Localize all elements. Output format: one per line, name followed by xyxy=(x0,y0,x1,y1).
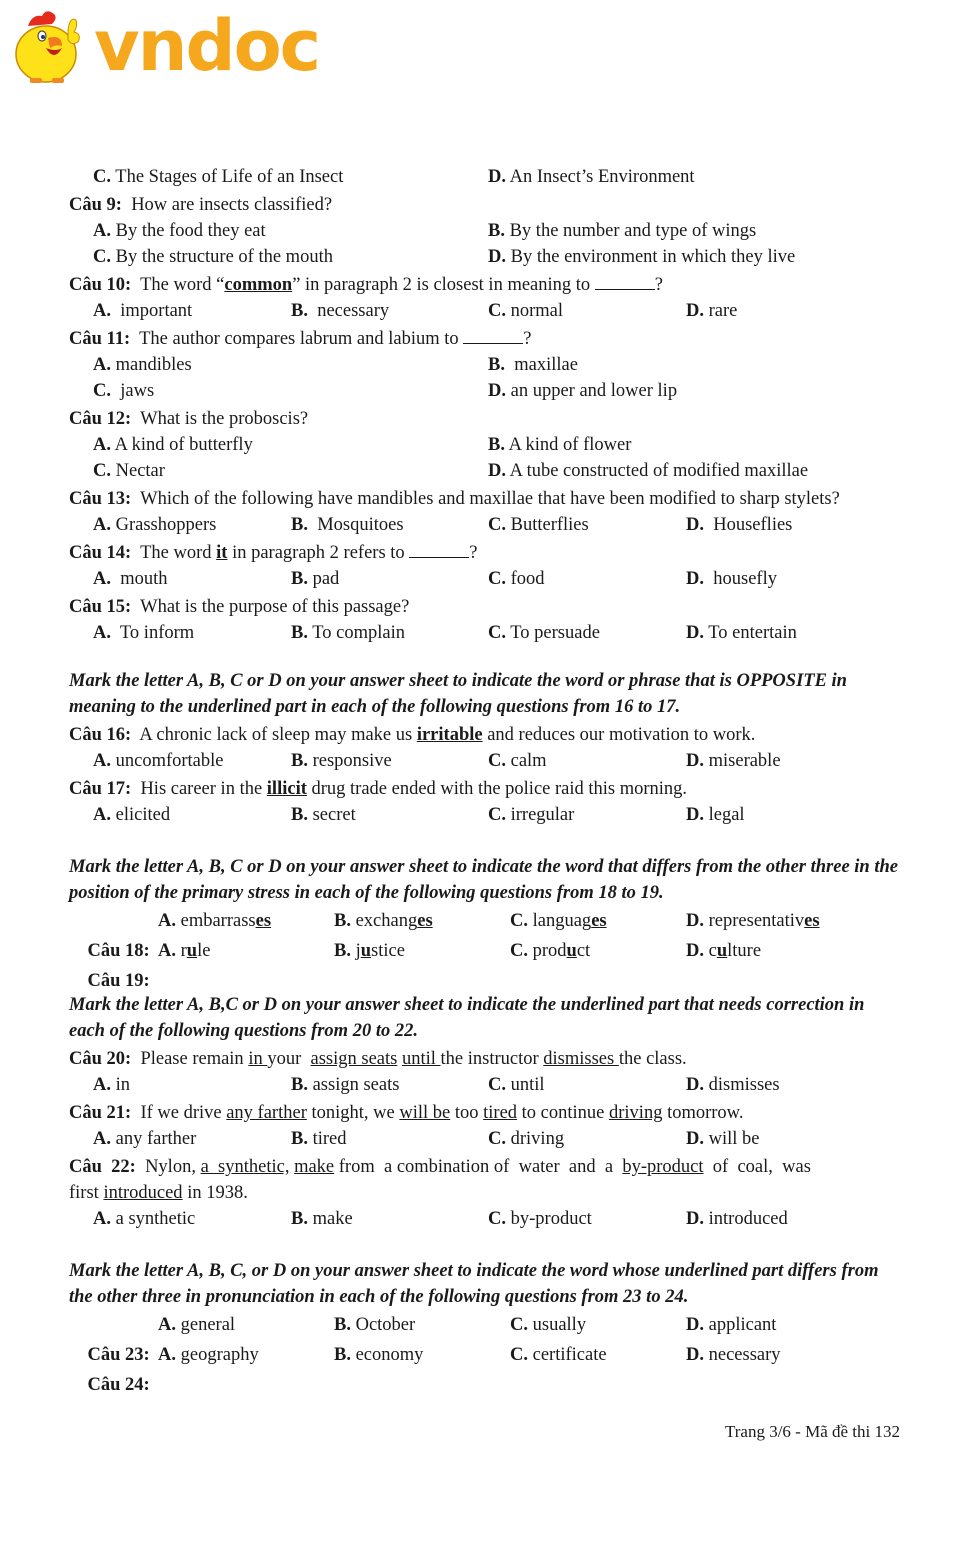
option-a: A. important xyxy=(93,301,193,321)
q12-options-row-2 xyxy=(69,458,903,484)
option-d: D. representatives xyxy=(686,911,820,931)
option-d: D. By the environment in which they live xyxy=(488,247,796,267)
question-23: Câu 23: A. general B. October C. usually D. applicant xyxy=(69,1310,903,1338)
option-a: A. a synthetic xyxy=(93,1209,196,1229)
option-c: C. calm xyxy=(488,751,547,771)
question-14: Câu 14: The word it in paragraph 2 refers to ? xyxy=(69,543,478,563)
option-b: B. Mosquitoes xyxy=(291,515,404,535)
key-word: common xyxy=(224,275,293,295)
option-a: A. in xyxy=(93,1075,131,1095)
key-word: irritable xyxy=(416,725,483,745)
answer-blank xyxy=(595,275,655,290)
q13-options-row xyxy=(69,512,903,538)
key-word: it xyxy=(216,543,228,563)
option-c: C. To persuade xyxy=(488,623,600,643)
question-20: Câu 20: Please remain in your assign seats until the instructor dismisses the class. xyxy=(69,1049,687,1069)
option-d: D. To entertain xyxy=(686,623,797,643)
option-d: D. dismisses xyxy=(686,1075,780,1095)
option-d: D. legal xyxy=(686,805,745,825)
option-a: A. To inform xyxy=(93,623,195,643)
option-b: B. tired xyxy=(291,1129,347,1149)
option-b: B. secret xyxy=(291,805,356,825)
option-b: B. responsive xyxy=(291,751,392,771)
exam-page xyxy=(69,164,903,1395)
option-d: D. rare xyxy=(686,301,738,321)
option-d: D. applicant xyxy=(686,1315,777,1335)
q20-options-row xyxy=(69,1072,903,1098)
option-c: C. By the structure of the mouth xyxy=(93,247,333,267)
option-b: B. economy xyxy=(334,1345,424,1365)
option-d: D. necessary xyxy=(686,1345,781,1365)
q10-options-row xyxy=(69,298,903,324)
instruction-opposite: Mark the letter A, B, C or D on your answer sheet to indicate the word or phrase that is OPPOSITE in meaning to the underlined part in each of the following questions from 16 to 17. xyxy=(69,671,847,717)
option-a: A. geography xyxy=(158,1345,259,1365)
q12-options-row-1 xyxy=(69,432,903,458)
option-c: C. The Stages of Life of an Insect xyxy=(93,167,344,187)
option-d: D. an upper and lower lip xyxy=(488,381,678,401)
q11-options-row-2 xyxy=(69,378,903,404)
option-c: C. usually xyxy=(510,1315,587,1335)
q9-options-row-1 xyxy=(69,218,903,244)
question-17: Câu 17: His career in the illicit drug trade ended with the police raid this morning. xyxy=(69,779,688,799)
q16-options-row xyxy=(69,748,903,774)
answer-blank xyxy=(463,329,523,344)
question-24: Câu 24: A. geography B. economy C. certificate D. necessary xyxy=(69,1340,903,1368)
question-19: Câu 19: A. rule B. justice C. product D. culture xyxy=(69,936,903,964)
option-c: C. languages xyxy=(510,911,607,931)
question-15: Câu 15: What is the purpose of this passage? xyxy=(69,597,410,617)
option-d: D. An Insect’s Environment xyxy=(488,167,695,187)
option-a: A. embarrasses xyxy=(158,911,272,931)
question-13: Câu 13: Which of the following have mandibles and maxillae that have been modified to sharp stylets? xyxy=(69,489,840,509)
question-21: Câu 21: If we drive any farther tonight, we will be too tired to continue driving tomorrow. xyxy=(69,1103,744,1123)
option-c: C. driving xyxy=(488,1129,565,1149)
chicken-mascot-icon xyxy=(6,4,92,90)
option-c: C. Butterflies xyxy=(488,515,589,535)
option-a: A. elicited xyxy=(93,805,171,825)
option-a: A. rule xyxy=(158,941,211,961)
option-d: D. introduced xyxy=(686,1209,788,1229)
option-a: A. A kind of butterfly xyxy=(93,435,253,455)
vndoc-logo xyxy=(6,4,336,90)
key-word: illicit xyxy=(266,779,307,799)
option-b: B. maxillae xyxy=(488,355,578,375)
brand-wordmark: vndoc xyxy=(94,5,320,87)
q21-options-row xyxy=(69,1126,903,1152)
instruction-stress: Mark the letter A, B, C or D on your answer sheet to indicate the word that differs from the other three in the position of the primary stress in each of the following questions from 18 to 19. xyxy=(69,857,898,903)
q15-options-row xyxy=(69,620,903,646)
q11-options-row-1 xyxy=(69,352,903,378)
question-18: Câu 18: A. embarrasses B. exchanges C. languages D. representatives xyxy=(69,906,903,934)
option-d: D. miserable xyxy=(686,751,781,771)
option-a: A. By the food they eat xyxy=(93,221,266,241)
option-d: D. Houseflies xyxy=(686,515,793,535)
question-9: Câu 9: How are insects classified? xyxy=(69,195,333,215)
option-b: B. To complain xyxy=(291,623,405,643)
option-b: B. pad xyxy=(291,569,340,589)
question-12: Câu 12: What is the proboscis? xyxy=(69,409,309,429)
option-c: C. by-product xyxy=(488,1209,592,1229)
option-b: B. By the number and type of wings xyxy=(488,221,757,241)
option-b: B. necessary xyxy=(291,301,390,321)
option-d: D. housefly xyxy=(686,569,777,589)
option-d: D. A tube constructed of modified maxillae xyxy=(488,461,809,481)
option-d: D. culture xyxy=(686,941,762,961)
option-a: A. any farther xyxy=(93,1129,197,1149)
option-c: C. irregular xyxy=(488,805,575,825)
question-10: Câu 10: The word “common” in paragraph 2 is closest in meaning to ? xyxy=(69,275,664,295)
option-c: C. product xyxy=(510,941,591,961)
option-a: A. Grasshoppers xyxy=(93,515,217,535)
option-d: D. will be xyxy=(686,1129,760,1149)
page-footer: Trang 3/6 - Mã đề thi 132 xyxy=(724,1422,900,1441)
option-b: B. make xyxy=(291,1209,353,1229)
option-c: C. Nectar xyxy=(93,461,165,481)
option-b: B. justice xyxy=(334,941,405,961)
option-c: C. until xyxy=(488,1075,545,1095)
instruction-correction: Mark the letter A, B,C or D on your answer sheet to indicate the underlined part that needs correction in each of the following questions from 20 to 22. xyxy=(69,995,865,1041)
question-22: Câu 22: Nylon, a synthetic, make from a combination of water and a by-product of coal, was xyxy=(69,1157,811,1177)
q17-options-row xyxy=(69,802,903,828)
option-c: C. normal xyxy=(488,301,564,321)
option-b: B. assign seats xyxy=(291,1075,400,1095)
option-a: A. mouth xyxy=(93,569,168,589)
option-c: C. certificate xyxy=(510,1345,607,1365)
q8-options-row xyxy=(69,164,903,190)
option-b: B. exchanges xyxy=(334,911,433,931)
q9-options-row-2 xyxy=(69,244,903,270)
answer-blank xyxy=(409,543,469,558)
option-a: A. uncomfortable xyxy=(93,751,224,771)
instruction-pronunciation: Mark the letter A, B, C, or D on your answer sheet to indicate the word whose underlined part differs from the other three in pronunciation in each of the following questions from 23 to 24. xyxy=(69,1261,879,1307)
q14-options-row xyxy=(69,566,903,592)
option-b: B. A kind of flower xyxy=(488,435,632,455)
option-b: B. October xyxy=(334,1315,416,1335)
option-a: A. mandibles xyxy=(93,355,192,375)
option-c: C. food xyxy=(488,569,545,589)
option-a: A. general xyxy=(158,1315,236,1335)
q22-options-row xyxy=(69,1206,903,1232)
option-c: C. jaws xyxy=(93,381,155,401)
question-22-line-2: first introduced in 1938. xyxy=(69,1183,248,1203)
question-16: Câu 16: A chronic lack of sleep may make us irritable and reduces our motivation to work. xyxy=(69,725,756,745)
question-11: Câu 11: The author compares labrum and labium to ? xyxy=(69,329,532,349)
